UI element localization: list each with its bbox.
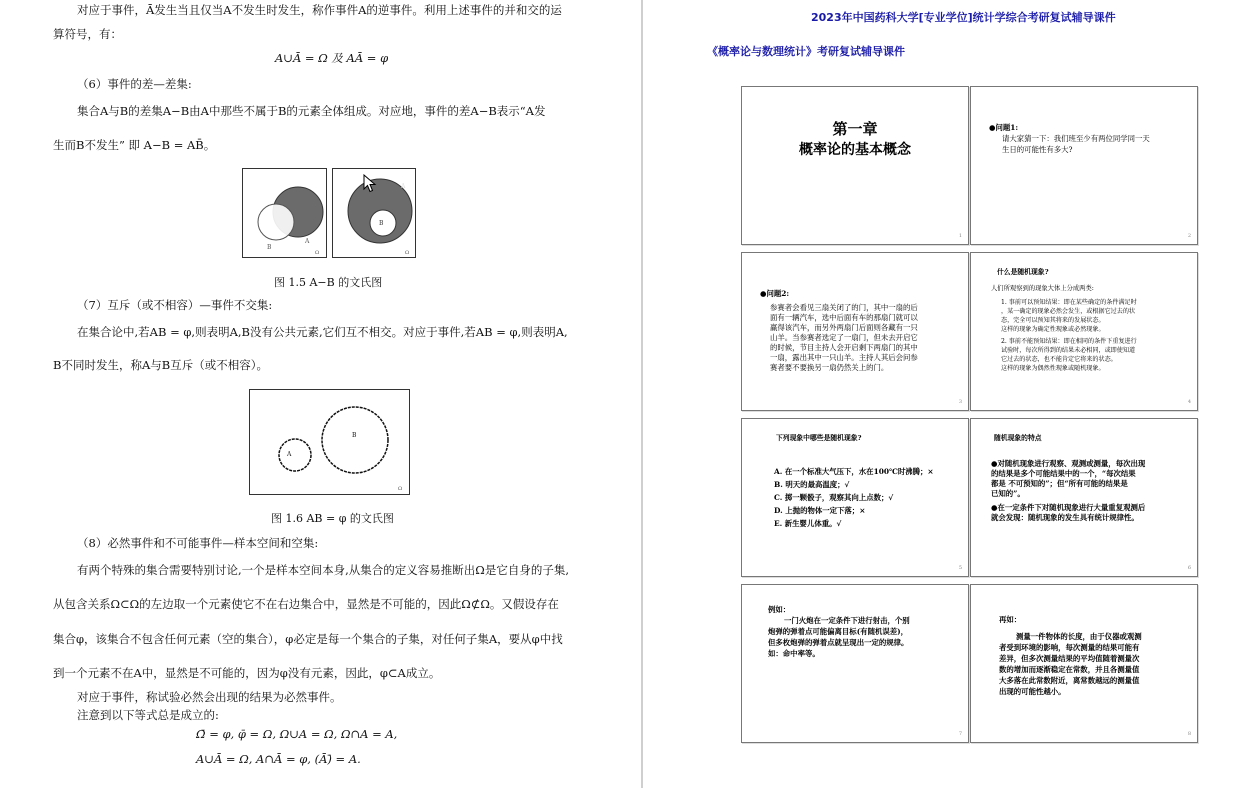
slide-list-item: B. 明天的最高温度；√ [774, 480, 850, 489]
slide-text-line: 出现的可能性越小。 [999, 687, 1066, 696]
slide-list-item: A. 在一个标准大气压下，水在100℃时沸腾；× [774, 467, 934, 476]
slide-text-line: 人们所观察到的现象大体上分成两类: [991, 285, 1094, 292]
slide-text-line: 赛者要不要换另一扇仍然关上的门。 [770, 363, 889, 372]
slide-2 [970, 86, 1198, 245]
text-line: 集合φ，该集合不包含任何元素（空的集合），φ必定是每一个集合的子集，对任何子集A，要从φ中找 [53, 632, 563, 646]
venn-svg [243, 169, 326, 257]
slide-text-line: 就会发现：随机现象的发生具有统计规律性。 [991, 513, 1139, 522]
slide-text-line: 参赛者会看见三扇关闭了的门，其中一扇的后 [770, 303, 918, 312]
venn-label-b: B [267, 244, 272, 251]
venn-label-b: B [379, 220, 384, 227]
slide-number: 4 [1187, 399, 1191, 405]
slide-title: 随机现象的特点 [994, 434, 1042, 442]
slide-text-line: 面有一辆汽车，选中后面有车的那扇门就可以 [770, 313, 918, 322]
section-heading: （6）事件的差—差集: [77, 77, 192, 91]
slide-text-line: 数的增加而逐渐稳定在常数，并且各测量值 [999, 665, 1140, 674]
venn-label-a: A [287, 451, 292, 458]
slide-number: 5 [958, 565, 962, 571]
document-page-right [643, 0, 1260, 788]
text-line: B不同时发生，称A与B互斥（或不相容）。 [53, 358, 268, 372]
slide-text-line: 的时候，节目主持人会开启剩下两扇门的其中 [770, 343, 918, 352]
venn-label-b: B [352, 432, 357, 439]
formula-identities-1: Ω̄ = φ, φ̄ = Ω, Ω∪A = Ω, Ω∩A = A, [196, 727, 398, 741]
slide-3 [741, 252, 969, 411]
formula-complement: A∪Ā = Ω 及 AĀ = φ [275, 51, 389, 65]
slide-number: 8 [1187, 731, 1191, 737]
slide-number: 6 [1187, 565, 1191, 571]
slide-text-line: 已知的”。 [991, 489, 1025, 498]
slide-text-line: 2. 事前不能预知结果：即在相同的条件下重复进行 [1001, 338, 1137, 345]
slide-4 [970, 252, 1198, 411]
slide-text-line: 如：命中率等。 [768, 649, 820, 658]
slide-question-label: ●问题1: [989, 123, 1019, 132]
slide-6 [970, 418, 1198, 577]
text-line: 从包含关系Ω⊂Ω的左边取一个元素使它不在右边集合中，显然是不可能的，因此Ω⊄Ω。又假设存在 [53, 597, 559, 611]
slide-1 [741, 86, 969, 245]
figure-caption: 图 1.6 AB = φ 的文氏图 [271, 512, 394, 525]
slide-list-item: E. 新生婴儿体重。√ [774, 519, 842, 528]
text-line: 生而B不发生” 即 A−B = AB̄。 [53, 138, 216, 152]
text-line: 集合A与B的差集A−B由A中那些不属于B的元素全体组成。对应地，事件的差A−B表示“A发 [77, 104, 546, 118]
venn-label-omega: Ω [315, 250, 320, 256]
slide-text-line: 者受到环境的影响，每次测量的结果可能有 [999, 643, 1140, 652]
slide-number: 7 [958, 731, 962, 737]
slide-title: 例如： [768, 605, 791, 614]
slide-chapter: 第一章 [832, 120, 878, 138]
slide-text-line: 一扇，露出其中一只山羊。主持人其后会问参 [770, 353, 918, 362]
slide-title: 下列现象中哪些是随机现象? [776, 434, 862, 442]
slide-text-line: 生日的可能性有多大? [1002, 145, 1073, 154]
text-line: 算符号，有： [53, 27, 122, 41]
slide-text-line: 都是 不可预知的”；但“所有可能的结果是 [991, 479, 1128, 488]
slide-text-line: 这样的现象为确定性现象或必然现象。 [1001, 326, 1105, 333]
slide-text-line: ●对随机现象进行观察、观测或测量，每次出现 [991, 459, 1146, 468]
venn-label-omega: Ω [398, 486, 403, 492]
venn-circle-b [322, 407, 388, 473]
slide-question-label: ●问题2: [760, 289, 790, 298]
venn-diagram-disjoint [249, 389, 410, 495]
courseware-title: 2023年中国药科大学[专业学位]统计学综合考研复试辅导课件 [811, 11, 1116, 24]
slide-list-item: C. 掷一颗骰子，观察其向上点数；√ [774, 493, 894, 502]
slide-text-line: ●在一定条件下对随机现象进行大量重复观测后 [991, 503, 1146, 512]
section-heading: （8）必然事件和不可能事件—样本空间和空集: [77, 536, 319, 550]
text-line: 在集合论中,若AB = φ,则表明A,B没有公共元素,它们互不相交。对应于事件,若AB = φ,则表明A, [77, 325, 568, 339]
slide-text-line: 一门火炮在一定条件下进行射击，个别 [784, 616, 910, 625]
slide-text-line: 的结果是多个可能结果中的一个，“每次结果 [991, 469, 1136, 478]
slide-title: 什么是随机现象? [997, 268, 1049, 276]
venn-label-a: A [305, 238, 310, 245]
slide-text-line: 炮弹的弹着点可能偏离目标(有随机误差)， [768, 627, 909, 636]
venn-label-a: A [401, 183, 406, 190]
venn-circle-b [258, 204, 294, 240]
venn-label-omega: Ω [405, 250, 410, 256]
figure-caption: 图 1.5 A−B 的文氏图 [274, 276, 383, 289]
venn-diagram-a-minus-b-1 [242, 168, 327, 258]
slide-text-line: 山羊。当参赛者选定了一扇门，但未去开启它 [770, 333, 918, 342]
slide-text-line: 大多落在此常数附近，离常数越远的测量值 [999, 676, 1140, 685]
section-heading: （7）互斥（或不相容）—事件不交集: [77, 298, 273, 312]
slide-list-item: D. 上抛的物体一定下落；× [774, 506, 866, 515]
slide-text-line: 但多枚炮弹的弹着点就呈现出一定的规律。 [768, 638, 909, 647]
slide-text-line: 赢得该汽车，而另外两扇门后面则各藏有一只 [770, 323, 918, 332]
slide-text-line: ，某一确定的现象必然会发生，或根据它过去的状 [1001, 308, 1136, 315]
text-line: 对应于事件，Ā发生当且仅当A不发生时发生，称作事件A的逆事件。利用上述事件的并和交的运 [77, 3, 562, 17]
slide-text-line: 请大家猜一下：我们班至少有两位同学同一天 [1002, 134, 1150, 143]
text-line: 对应于事件，称试验必然会出现的结果为必然事件。 [77, 690, 342, 704]
slide-5 [741, 418, 969, 577]
slide-text-line: 试验时，每次所得到的结果未必相同，或即使知道 [1001, 347, 1136, 354]
slide-7 [741, 584, 969, 743]
slide-text-line: 态，完全可以预知其将来的发展状态。 [1001, 317, 1105, 324]
venn-circle-a [279, 439, 311, 471]
formula-identities-2: A∪Ā = Ω, A∩Ā = φ, (Ā)̄ = A. [196, 752, 361, 766]
slide-8 [970, 584, 1198, 743]
text-line: 注意到以下等式总是成立的: [77, 708, 219, 722]
slide-text-line: 差异，但多次测量结果的平均值随着测量次 [999, 654, 1140, 663]
courseware-subtitle: 《概率论与数理统计》考研复试辅导课件 [707, 45, 905, 58]
slide-title: 再如： [999, 615, 1022, 624]
slide-text-line: 这样的现象为偶然性现象或随机现象。 [1001, 365, 1105, 372]
slide-number: 1 [958, 233, 962, 239]
slide-text-line: 测量一件物体的长度，由于仪器或观测 [1016, 632, 1142, 641]
slide-chapter-title: 概率论的基本概念 [799, 142, 911, 158]
slide-text-line: 它过去的状态，也不能肯定它将来的状态。 [1001, 356, 1117, 363]
mouse-cursor-icon [363, 174, 377, 194]
slide-number: 2 [1187, 233, 1191, 239]
venn-svg [250, 390, 409, 494]
slide-text-line: 1. 事前可以预知结果：即在某些确定的条件满足时 [1001, 299, 1137, 306]
text-line: 到一个元素不在A中，显然是不可能的，因为φ没有元素，因此，φ⊂A成立。 [53, 666, 441, 680]
slide-number: 3 [958, 399, 962, 405]
text-line: 有两个特殊的集合需要特别讨论,一个是样本空间本身,从集合的定义容易推断出Ω是它自身的子集, [77, 563, 569, 577]
